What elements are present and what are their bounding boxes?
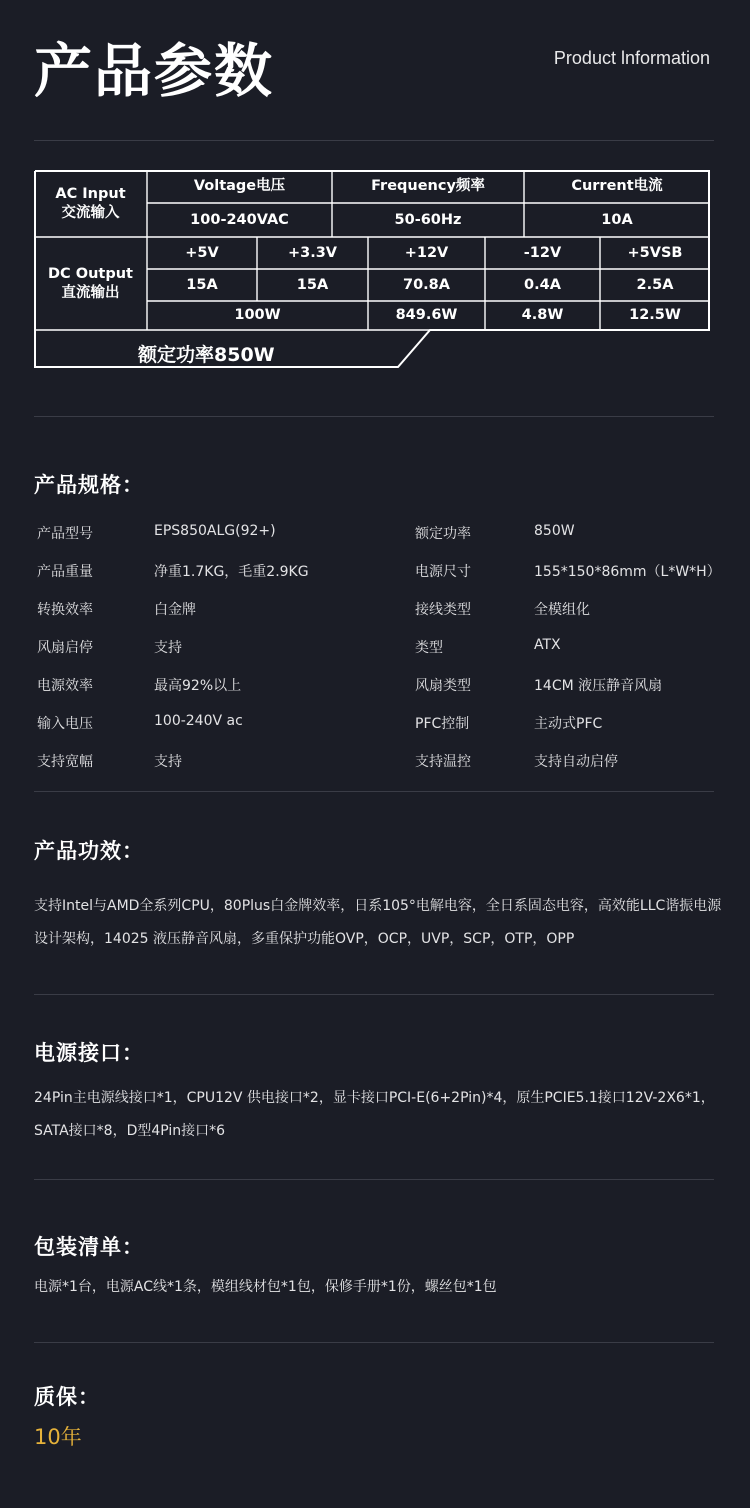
ac-header-current: Current电流	[571, 178, 663, 194]
rated-power: 额定功率850W	[138, 344, 275, 366]
spec-value: 155*150*86mm（L*W*H）	[534, 564, 721, 580]
spec-label: PFC控制	[415, 716, 470, 732]
features-text: 支持Intel与AMD全系列CPU，80Plus白金牌效率，日系105°电解电容，全日系固态电容，高效能LLC谐振电源设计架构，14025 液压静音风扇，多重保护功能OVP，OCP，UVP，SCP，OTP，OPP	[34, 898, 722, 947]
dc-current-5v: 15A	[186, 276, 218, 293]
ac-header-voltage: Voltage电压	[193, 178, 286, 194]
dc-current-12v: 70.8A	[403, 276, 450, 293]
spec-label: 风扇启停	[37, 640, 93, 656]
dc-watt-neg12v: 4.8W	[521, 307, 564, 323]
spec-value: ATX	[534, 637, 561, 653]
spec-value: EPS850ALG(92+)	[154, 523, 276, 539]
spec-label: 接线类型	[415, 602, 471, 618]
spec-value: 支持	[154, 754, 182, 770]
spec-label: 电源尺寸	[415, 564, 471, 580]
package-text: 电源*1台，电源AC线*1条，模组线材包*1包，保修手册*1份，螺丝包*1包	[34, 1279, 497, 1295]
dc-watt-5vsb: 12.5W	[629, 307, 681, 323]
spec-value: 14CM 液压静音风扇	[534, 678, 663, 694]
spec-label: 输入电压	[37, 716, 93, 732]
dc-rail-3v3: +3.3V	[287, 244, 338, 261]
dc-current-5vsb: 2.5A	[636, 276, 674, 293]
spec-label: 电源效率	[37, 678, 93, 694]
spec-value: 最高92%以上	[154, 678, 242, 694]
ac-value-voltage: 100-240VAC	[190, 211, 289, 228]
page-subtitle: Product lnformation	[553, 48, 710, 68]
connectors-title: 电源接口：	[34, 1041, 144, 1065]
spec-value: 主动式PFC	[534, 716, 603, 732]
divider	[34, 1342, 714, 1343]
connectors-text: 24Pin主电源线接口*1，CPU12V 供电接口*2，显卡接口PCI-E(6+2Pin)*4，原生PCIE5.1接口12V-2X6*1，SATA接口*8，D型4Pin接口*6	[34, 1090, 715, 1139]
dc-current-neg12v: 0.4A	[524, 276, 561, 293]
divider	[34, 791, 714, 792]
dc-watt-5v-3v3: 100W	[234, 307, 281, 323]
spec-value: 净重1.7KG，毛重2.9KG	[154, 564, 309, 580]
spec-label: 转换效率	[37, 602, 93, 618]
spec-label: 类型	[415, 640, 443, 656]
ac-header-frequency: Frequency频率	[371, 178, 485, 194]
spec-label: 支持温控	[415, 754, 471, 770]
dc-rail-5vsb: +5VSB	[627, 244, 683, 261]
divider	[34, 994, 714, 995]
spec-value: 支持自动启停	[534, 754, 618, 770]
spec-label: 额定功率	[415, 526, 471, 542]
dc-rail-5v: +5V	[185, 244, 219, 261]
dc-current-3v3: 15A	[296, 276, 329, 293]
spec-label: 产品型号	[37, 526, 93, 542]
spec-label: 支持宽幅	[37, 754, 93, 770]
features-title: 产品功效：	[34, 839, 144, 863]
dc-rail-neg12v: -12V	[523, 244, 562, 261]
ac-value-frequency: 50-60Hz	[394, 211, 462, 228]
page-title: 产品参数	[34, 37, 275, 105]
spec-value: 850W	[534, 523, 575, 539]
specs-title: 产品规格：	[34, 473, 144, 497]
package-title: 包装清单：	[34, 1235, 144, 1259]
warranty-title: 质保：	[34, 1385, 100, 1409]
divider	[34, 140, 714, 141]
dc-rail-12v: +12V	[404, 244, 449, 261]
spec-value: 支持	[154, 640, 182, 656]
dc-output-label: DC Output 直流输出	[48, 265, 133, 301]
divider	[34, 1179, 714, 1180]
spec-table	[34, 170, 710, 368]
spec-label: 产品重量	[37, 564, 93, 580]
spec-value: 100-240V ac	[154, 713, 243, 729]
divider	[34, 416, 714, 417]
warranty-value: 10年	[34, 1425, 82, 1449]
ac-value-current: 10A	[601, 211, 633, 228]
spec-label: 风扇类型	[415, 678, 471, 694]
dc-watt-12v: 849.6W	[395, 307, 458, 323]
spec-value: 白金牌	[154, 602, 196, 618]
ac-input-label: AC Input 交流输入	[55, 185, 126, 221]
spec-value: 全模组化	[534, 602, 590, 618]
